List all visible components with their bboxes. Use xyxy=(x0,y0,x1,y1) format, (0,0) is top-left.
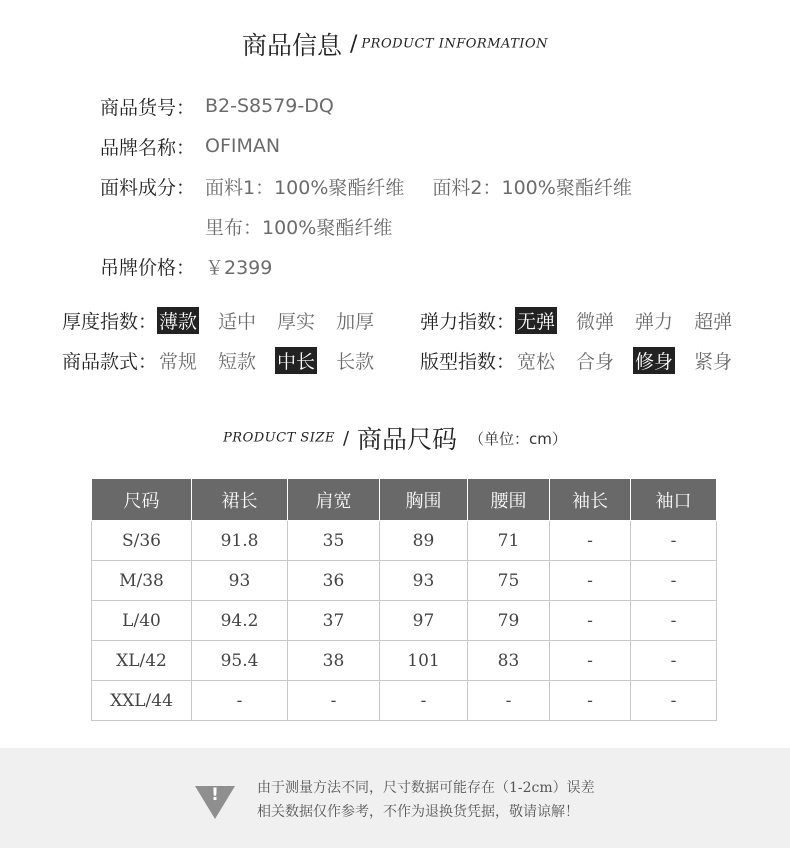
column-header: 尺码 xyxy=(92,479,192,521)
lining-value: 里布：100%聚酯纤维 xyxy=(205,216,393,239)
warning-mark: ! xyxy=(211,785,219,805)
table-cell: - xyxy=(380,681,468,721)
style-label: 商品款式： xyxy=(62,350,158,373)
table-cell: - xyxy=(631,521,717,561)
size-table-header xyxy=(92,479,717,521)
fit-option: 宽松 xyxy=(517,350,556,373)
column-header: 肩宽 xyxy=(288,479,380,521)
table-cell: - xyxy=(550,601,631,641)
table-cell: 95.4 xyxy=(192,641,288,681)
fit-label: 版型指数： xyxy=(420,350,516,373)
table-cell: 37 xyxy=(288,601,380,641)
notice-text xyxy=(257,776,595,824)
info-row-item-no xyxy=(100,86,632,126)
column-header: 腰围 xyxy=(468,479,550,521)
table-cell: - xyxy=(631,601,717,641)
title-slash: / xyxy=(349,31,358,57)
fit-option: 修身 xyxy=(633,347,675,374)
info-row-lining xyxy=(100,206,632,246)
elasticity-label: 弹力指数： xyxy=(420,310,516,333)
table-cell: 91.8 xyxy=(192,521,288,561)
table-cell: 79 xyxy=(468,601,550,641)
style-option: 常规 xyxy=(159,350,198,373)
table-cell: - xyxy=(468,681,550,721)
info-row-price xyxy=(100,246,632,286)
table-cell: M/38 xyxy=(92,561,192,601)
table-cell: 38 xyxy=(288,641,380,681)
style-index xyxy=(62,345,393,375)
table-cell: 83 xyxy=(468,641,550,681)
product-size-title-en: PRODUCT SIZE xyxy=(223,430,335,446)
size-unit: （单位：cm） xyxy=(469,429,567,448)
fit-option: 合身 xyxy=(576,350,615,373)
column-header: 裙长 xyxy=(192,479,288,521)
product-info-title xyxy=(0,26,790,62)
elasticity-option: 超弹 xyxy=(694,310,733,333)
product-size-title-zh: 商品尺码 xyxy=(357,425,458,454)
column-header: 胸围 xyxy=(380,479,468,521)
table-cell: - xyxy=(550,521,631,561)
table-cell: - xyxy=(550,641,631,681)
thickness-index xyxy=(62,305,393,335)
brand-label: 品牌名称： xyxy=(100,136,196,159)
thickness-option: 薄款 xyxy=(157,307,199,334)
table-cell: 89 xyxy=(380,521,468,561)
thickness-option: 厚实 xyxy=(277,310,316,333)
table-row xyxy=(92,681,717,721)
column-header: 袖长 xyxy=(550,479,631,521)
column-header: 袖口 xyxy=(631,479,717,521)
table-row xyxy=(92,521,717,561)
notice-line-2: 相关数据仅作参考，不作为退换货凭据，敬请谅解！ xyxy=(257,804,579,820)
price-label: 吊牌价格： xyxy=(100,256,196,279)
table-cell: 97 xyxy=(380,601,468,641)
brand-value: OFIMAN xyxy=(205,135,281,157)
product-size-title xyxy=(0,420,790,456)
info-row-fabric xyxy=(100,166,632,206)
table-cell: 71 xyxy=(468,521,550,561)
table-cell: S/36 xyxy=(92,521,192,561)
elasticity-option: 弹力 xyxy=(635,310,674,333)
table-cell: - xyxy=(288,681,380,721)
table-cell: - xyxy=(550,681,631,721)
product-info-title-en: PRODUCT INFORMATION xyxy=(361,36,549,52)
style-option: 长款 xyxy=(336,350,375,373)
table-cell: XL/42 xyxy=(92,641,192,681)
table-cell: - xyxy=(192,681,288,721)
style-option: 短款 xyxy=(218,350,257,373)
table-cell: 93 xyxy=(192,561,288,601)
product-info-list xyxy=(100,86,632,286)
info-row-brand xyxy=(100,126,632,166)
fit-index xyxy=(420,345,751,375)
table-cell: 36 xyxy=(288,561,380,601)
table-cell: L/40 xyxy=(92,601,192,641)
table-cell: 101 xyxy=(380,641,468,681)
measurement-notice xyxy=(0,748,790,848)
fabric-label: 面料成分： xyxy=(100,176,196,199)
fabric-2-value: 面料2：100%聚酯纤维 xyxy=(432,176,632,199)
fit-option: 紧身 xyxy=(694,350,733,373)
table-cell: - xyxy=(631,641,717,681)
price-value: ￥2399 xyxy=(205,256,273,279)
elasticity-index xyxy=(420,305,751,335)
table-cell: - xyxy=(631,561,717,601)
table-row xyxy=(92,561,717,601)
product-info-title-zh: 商品信息 xyxy=(241,31,342,60)
title-slash: / xyxy=(342,427,350,449)
table-cell: 75 xyxy=(468,561,550,601)
fabric-1-value: 面料1：100%聚酯纤维 xyxy=(205,176,405,199)
item-no-value: B2-S8579-DQ xyxy=(205,95,334,117)
size-table xyxy=(91,478,717,721)
notice-line-1: 由于测量方法不同，尺寸数据可能存在（1-2cm）误差 xyxy=(257,780,595,796)
table-cell: 35 xyxy=(288,521,380,561)
table-row xyxy=(92,641,717,681)
thickness-label: 厚度指数： xyxy=(62,310,158,333)
table-cell: - xyxy=(550,561,631,601)
table-cell: - xyxy=(631,681,717,721)
thickness-option: 加厚 xyxy=(336,310,375,333)
table-cell: 94.2 xyxy=(192,601,288,641)
table-cell: 93 xyxy=(380,561,468,601)
item-no-label: 商品货号： xyxy=(100,96,196,119)
thickness-option: 适中 xyxy=(218,310,257,333)
elasticity-option: 微弹 xyxy=(576,310,615,333)
table-cell: XXL/44 xyxy=(92,681,192,721)
style-option: 中长 xyxy=(275,347,317,374)
elasticity-option: 无弹 xyxy=(515,307,557,334)
table-row xyxy=(92,601,717,641)
